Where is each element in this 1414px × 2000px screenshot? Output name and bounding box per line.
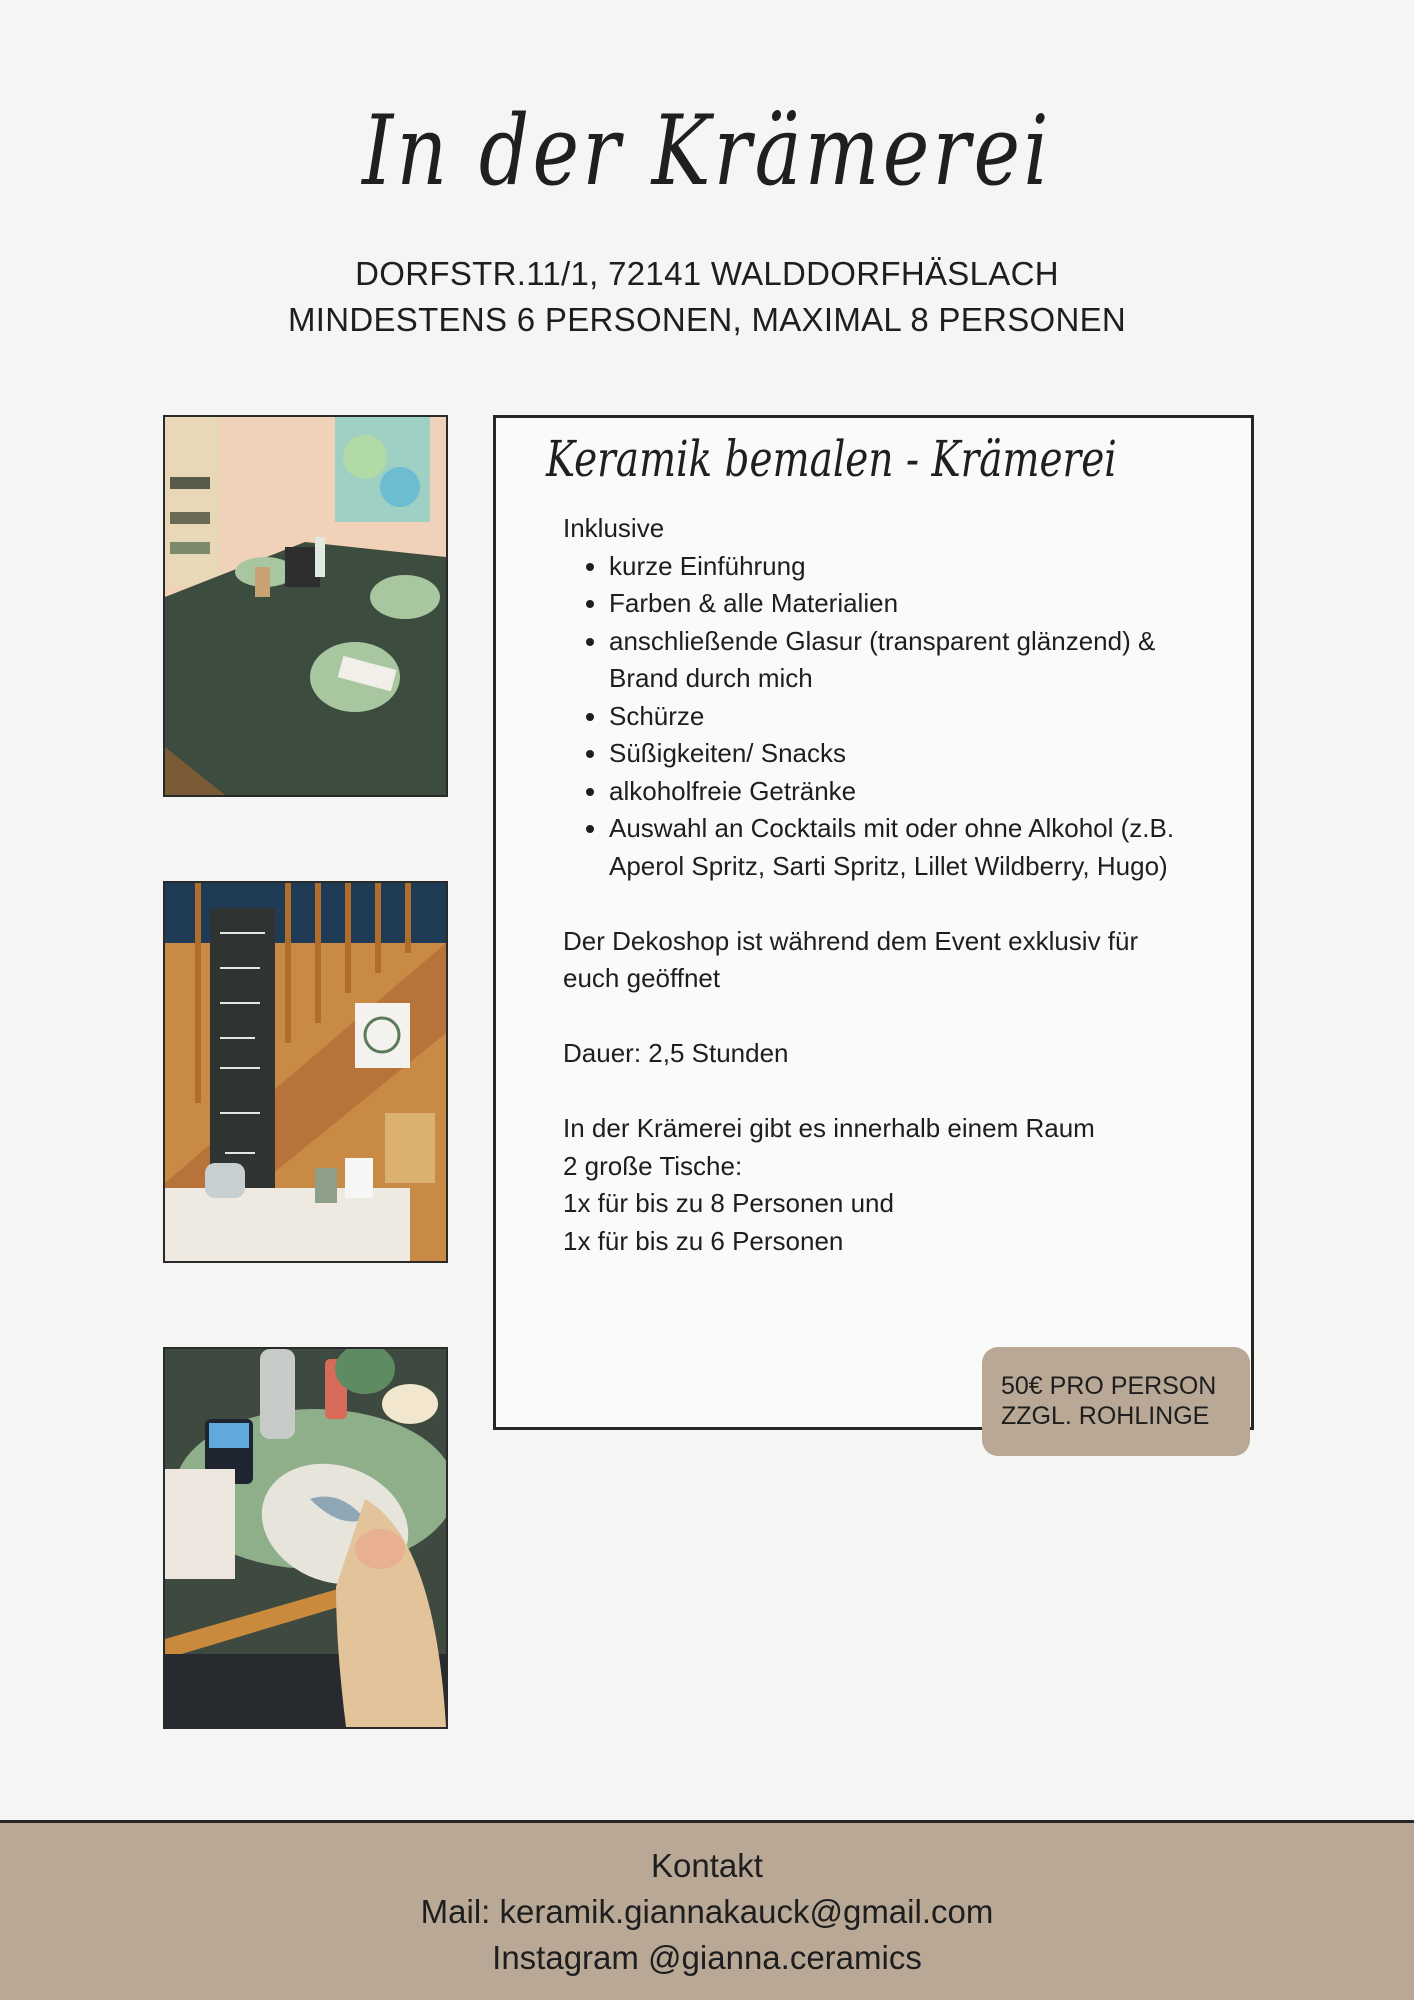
tables-info-line: 2 große Tische:: [563, 1150, 743, 1181]
tables-info-line: 1x für bis zu 8 Personen und: [563, 1188, 894, 1218]
card-body: [563, 510, 1213, 1260]
contact-instagram[interactable]: Instagram @gianna.ceramics: [492, 1939, 922, 1976]
dekoshop-note: Der Dekoshop ist während dem Event exklusiv für euch geöffnet: [563, 925, 1139, 993]
photo-painting-plate: [163, 1347, 448, 1729]
event-details-card: [493, 415, 1254, 1430]
contact-heading: Kontakt: [651, 1847, 763, 1884]
list-item: • Schürze: [609, 698, 1213, 736]
table-photo-image: [165, 417, 446, 795]
photo-table-setting: [163, 415, 448, 797]
contact-email[interactable]: Mail: keramik.giannakauck@gmail.com: [420, 1893, 994, 1930]
tables-info-line: 1x für bis zu 6 Personen: [563, 1225, 844, 1256]
tables-info-line: In der Krämerei gibt es innerhalb einem Raum: [563, 1113, 1095, 1143]
list-item: • Süßigkeiten/ Snacks: [609, 735, 1213, 773]
price-badge: [982, 1347, 1250, 1456]
capacity-info: MINDESTENS 6 PERSONEN, MAXIMAL 8 PERSONEN: [287, 301, 1127, 338]
included-items-list: [563, 548, 1213, 886]
card-title: Keramik bemalen - Krämerei: [546, 430, 1117, 488]
photo-cocktail-board: [163, 881, 448, 1263]
list-item: • kurze Einführung: [609, 548, 1213, 586]
cocktail-board-image: [165, 883, 446, 1261]
duration: Dauer: 2,5 Stunden: [563, 1038, 789, 1068]
painting-plate-image: [165, 1349, 446, 1727]
price-per-person: 50€ PRO PERSON: [1001, 1372, 1217, 1400]
inclusive-label: Inklusive: [563, 513, 665, 543]
contact-footer: [0, 1820, 1414, 2000]
list-item: • Farben & alle Materialien: [609, 585, 1213, 623]
address: DORFSTR.11/1, 72141 WALDDORFHÄSLACH: [355, 255, 1059, 292]
price-note: ZZGL. ROHLINGE: [1001, 1402, 1210, 1430]
list-item: • Auswahl an Cocktails mit oder ohne Alkohol (z.B. Aperol Spritz, Sarti Spritz, Lillet Wildberry, Hugo): [609, 810, 1213, 885]
list-item: • anschließende Glasur (transparent glänzend) & Brand durch mich: [609, 623, 1213, 698]
list-item: • alkoholfreie Getränke: [609, 773, 1213, 811]
page-title: In der Krämerei: [362, 95, 1052, 207]
